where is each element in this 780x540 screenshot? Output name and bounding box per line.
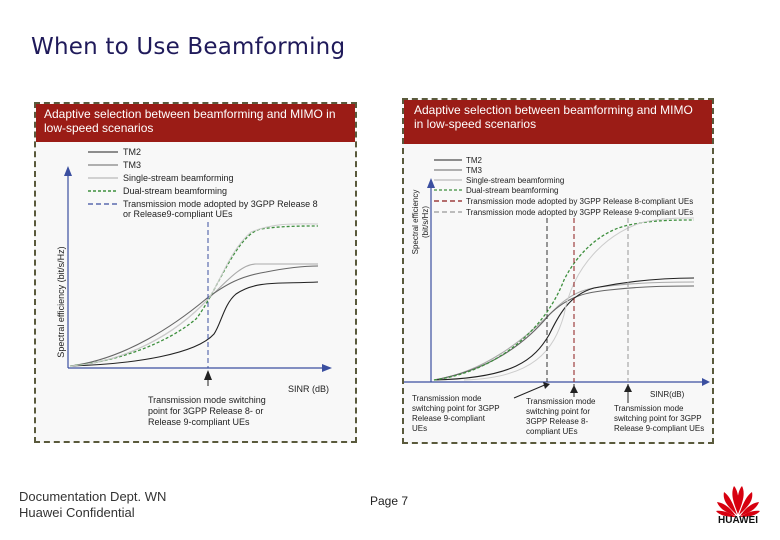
right-x-axis-label: SINR(dB) [650,390,685,399]
left-curve-dual-stream [70,226,318,366]
right-note1-line1: Transmission mode [412,394,482,403]
left-y-axis-label: Spectral efficiency (bit/s/Hz) [56,246,66,358]
left-curve-tm3 [70,266,318,366]
page-number: Page 7 [370,494,409,508]
right-y-axis-label-1: Spectral efficiency [411,189,420,255]
huawei-logo-text: HUAWEI [718,515,758,526]
footer-confidential [19,489,166,521]
left-legend-release8: Transmission mode adopted by 3GPP Release 8 [123,199,318,209]
footer-dept: Documentation Dept. WN [19,489,167,504]
left-curve-tm2 [70,282,318,366]
footer-confidential-label: Huawei Confidential [19,505,135,520]
right-panel-header: Adaptive selection between beamforming and MIMO in low-speed scenarios [404,100,712,144]
left-x-axis-label: SINR (dB) [288,384,330,394]
right-legend-tm3: TM3 [466,166,482,175]
right-note3-line2: switching point for 3GPP [614,414,702,423]
right-legend-tm2: TM2 [466,156,482,165]
right-curve-single-stream [434,282,694,380]
right-legend-release8: Transmission mode adopted by 3GPP Release 8-compliant UEs [466,197,694,206]
right-chart [404,100,712,442]
right-curve-tm2 [434,278,694,380]
left-legend [88,147,318,219]
left-y-arrow-icon [64,166,72,176]
left-switch-arrow-icon [204,370,212,380]
left-legend-tm3: TM3 [123,160,141,170]
left-switch-note-1: Transmission mode switching [148,395,266,405]
right-note1-arrow-icon [543,382,550,389]
right-note1-line4: UEs [412,424,428,433]
left-curve-single-stream [70,264,318,366]
right-legend-release9: Transmission mode adopted by 3GPP Release 9-compliant UEs [466,208,694,217]
right-note2-line4: compliant UEs [526,427,578,436]
left-x-arrow-icon [322,364,332,372]
left-switch-note-3: Release 9-compliant UEs [148,417,250,427]
left-legend-dual-stream: Dual-stream beamforming [123,186,228,196]
left-switch-note-2: point for 3GPP Release 8- or [148,406,264,416]
right-note2-line3: 3GPP Release 8- [526,417,589,426]
right-note2-line2: switching point for [526,407,591,416]
right-x-arrow-icon [702,378,710,386]
right-note2-line1: Transmission mode [526,397,596,406]
left-legend-release9: or Release9-compliant UEs [123,209,233,219]
slide-title: When to Use Beamforming [31,34,346,60]
right-curve-tm3 [434,286,694,380]
right-figure-panel [402,98,714,444]
left-figure-panel [34,102,357,443]
left-legend-single-stream: Single-stream beamforming [123,173,234,183]
right-note3-line1: Transmission mode [614,404,684,413]
right-legend [434,156,693,217]
right-y-axis-label-2: (bit/s/Hz) [421,206,430,238]
left-chart [36,104,355,441]
right-curve-dual-stream [434,220,694,380]
right-note3-line3: Release 9-compliant UEs [614,424,705,433]
left-legend-tm2: TM2 [123,147,141,157]
right-curve-release-mode [464,218,694,380]
right-legend-dual-stream: Dual-stream beamforming [466,186,559,195]
right-legend-single-stream: Single-stream beamforming [466,176,565,185]
right-note1-line3: Release 9-compliant [412,414,485,423]
right-note3-arrow-icon [624,384,632,392]
right-note2-arrow-icon [570,385,578,393]
right-y-arrow-icon [427,178,435,188]
left-curve-release-mode [70,224,318,366]
right-note1-line2: switching point for 3GPP [412,404,500,413]
left-panel-header: Adaptive selection between beamforming and MIMO in low-speed scenarios [36,104,355,142]
